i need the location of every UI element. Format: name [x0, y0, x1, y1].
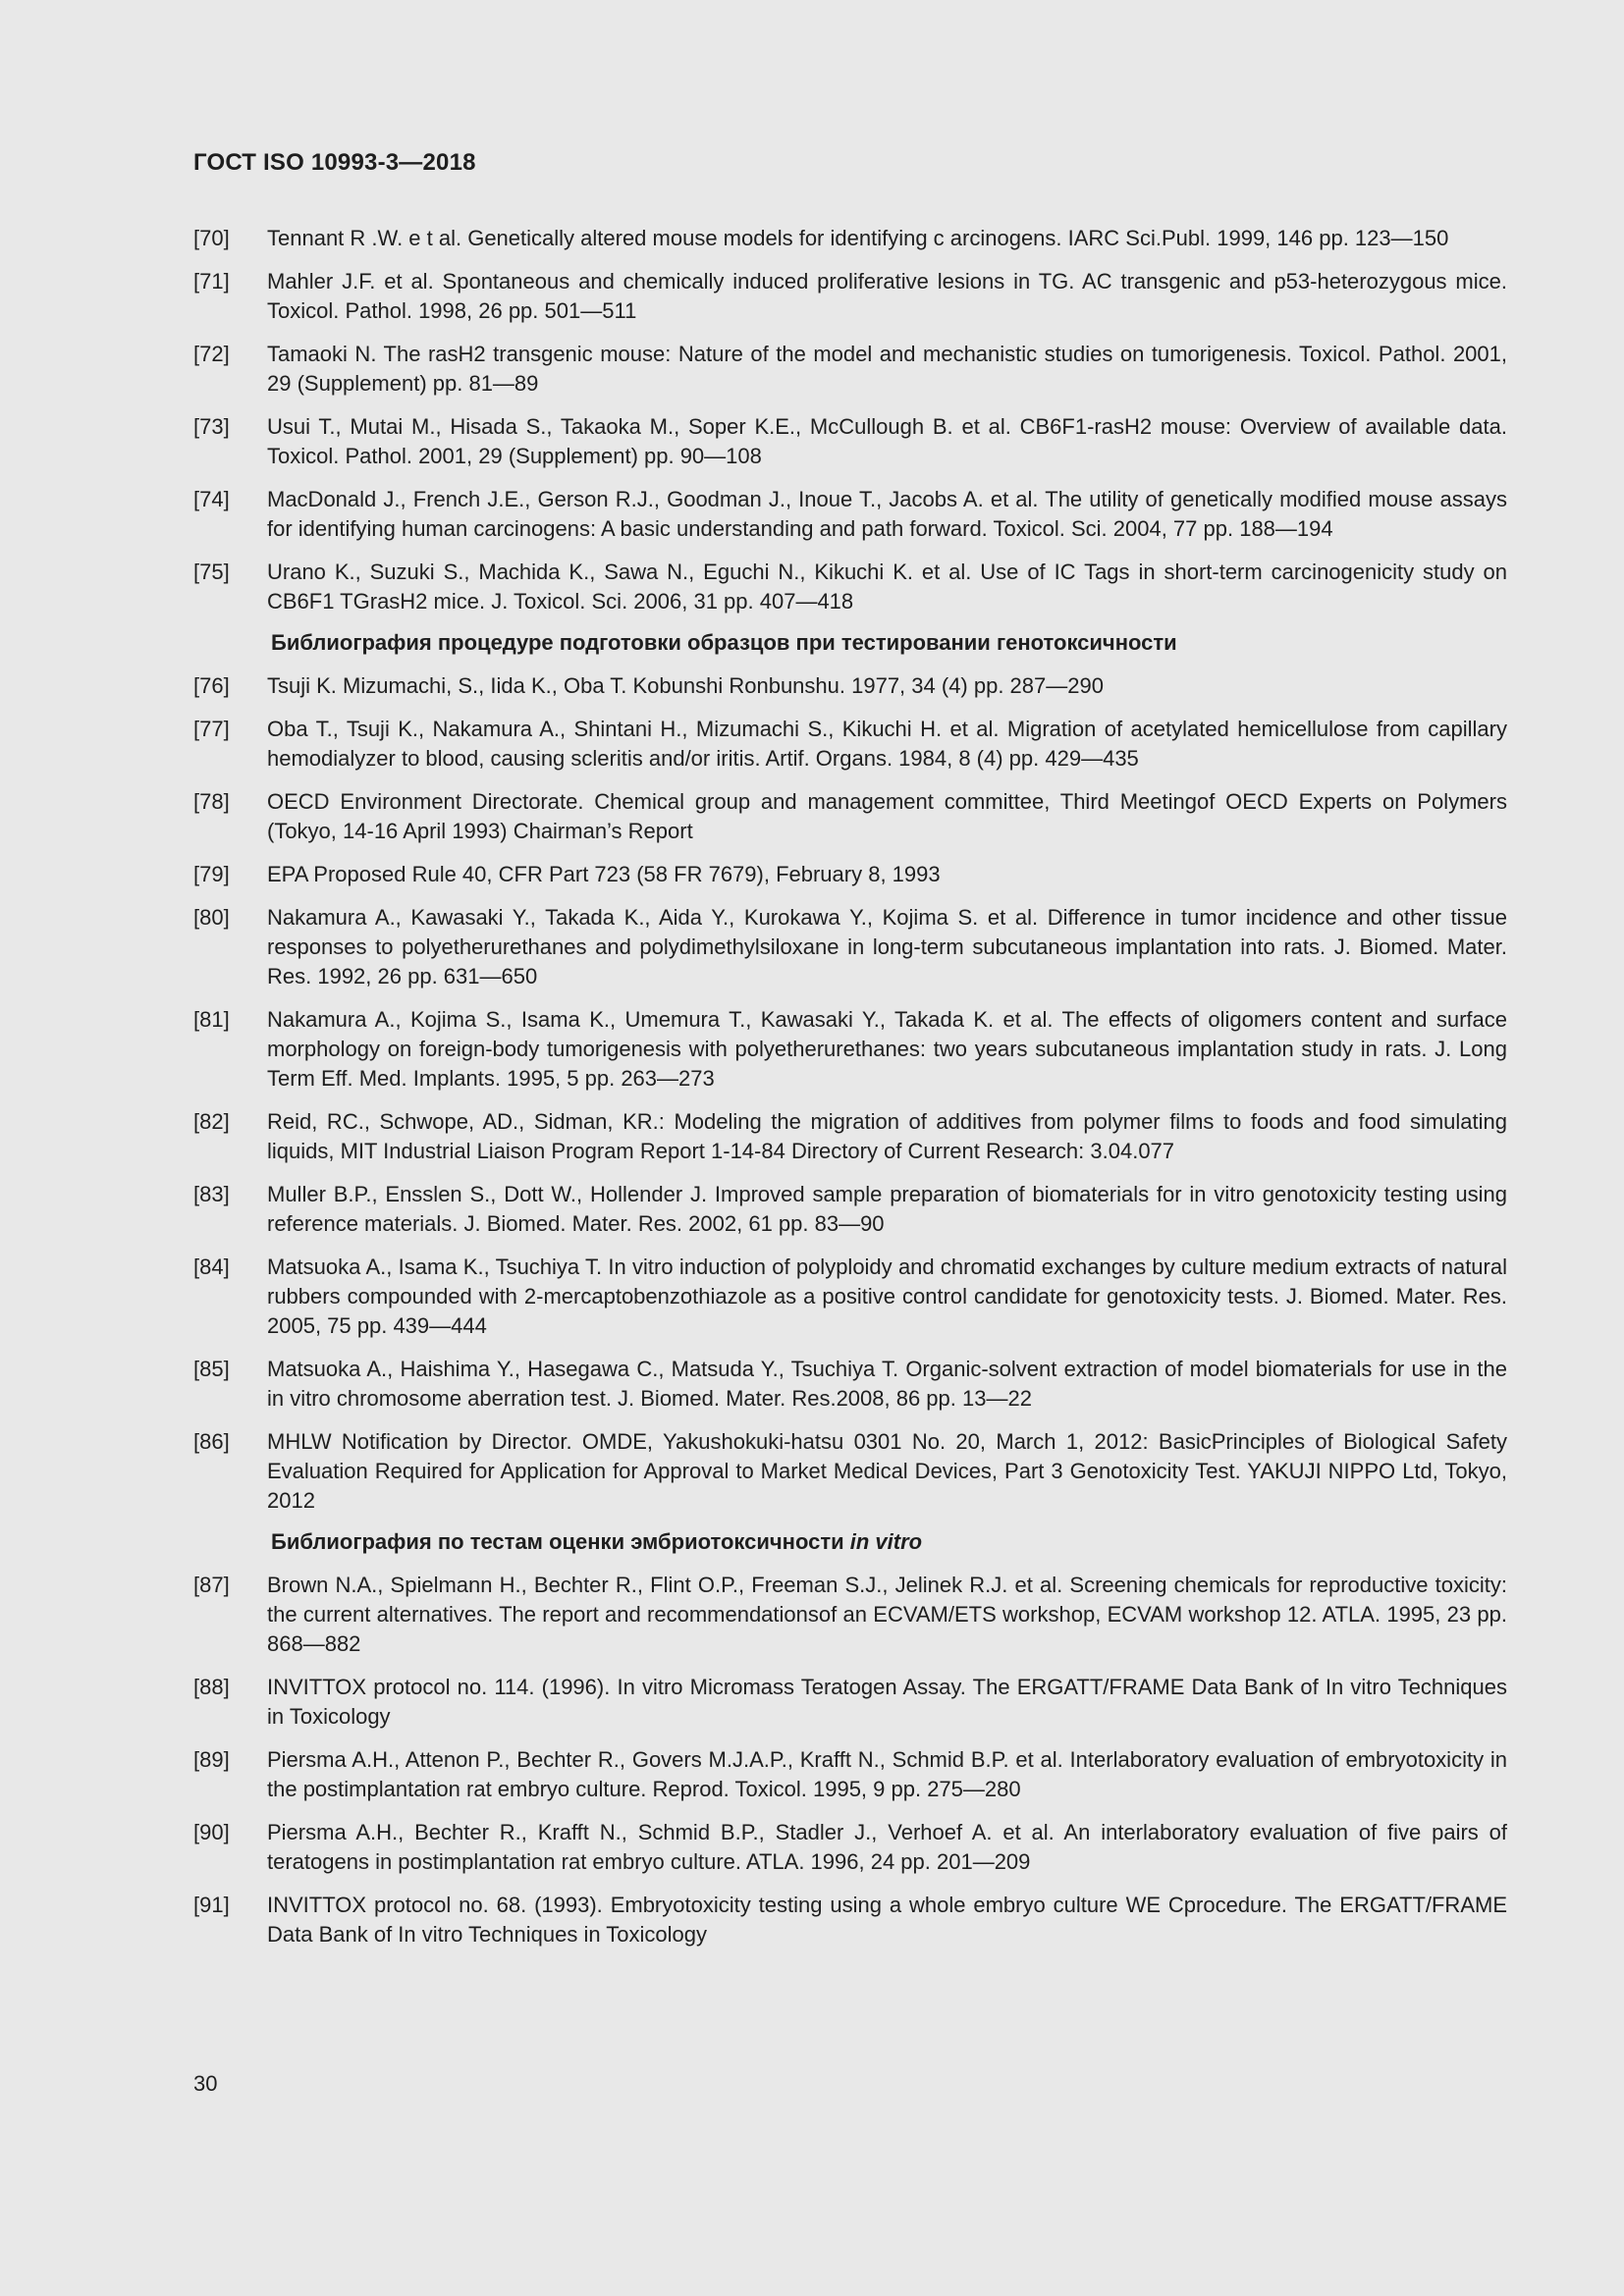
reference-number: [81]: [193, 1007, 230, 1032]
reference-item: [193, 1745, 1507, 1804]
reference-text: Mahler J.F. et al. Spontaneous and chemically induced proliferative lesions in TG. AC transgenic and p53-heterozygous mice. Toxicol. Pathol. 1998, 26 pp. 501—511: [267, 269, 1507, 323]
reference-item: [193, 340, 1507, 399]
reference-number: [88]: [193, 1675, 230, 1699]
section-heading-italic: in vitro: [849, 1529, 923, 1554]
reference-number: [78]: [193, 789, 230, 814]
reference-number: [82]: [193, 1109, 230, 1134]
reference-number: [91]: [193, 1893, 230, 1917]
reference-number: [70]: [193, 226, 230, 250]
reference-item: [193, 412, 1507, 471]
reference-group-a: [193, 224, 1507, 616]
section-heading-main: Библиография по тестам оценки эмбриотоксичности: [271, 1529, 850, 1554]
reference-number: [71]: [193, 269, 230, 294]
reference-item: [193, 1571, 1507, 1659]
reference-item: [193, 860, 1507, 889]
reference-item: [193, 671, 1507, 701]
reference-text: Nakamura A., Kawasaki Y., Takada K., Aida Y., Kurokawa Y., Kojima S. et al. Difference in tumor incidence and other tissue responses to polyetherurethanes and polydimethylsiloxane in long-term subcutaneous implantation into rats. J. Biomed. Mater. Res. 1992, 26 pp. 631—650: [267, 905, 1507, 988]
reference-group-c: [193, 1571, 1507, 1949]
reference-item: [193, 1180, 1507, 1239]
reference-item: [193, 1005, 1507, 1094]
reference-text: INVITTOX protocol no. 114. (1996). In vitro Micromass Teratogen Assay. The ERGATT/FRAME Data Bank of In vitro Techniques in Toxicology: [267, 1675, 1507, 1729]
reference-text: Piersma A.H., Bechter R., Krafft N., Schmid B.P., Stadler J., Verhoef A. et al. An interlaboratory evaluation of five pairs of teratogens in postimplantation rat embryo culture. ATLA. 1996, 24 pp. 201—209: [267, 1820, 1507, 1874]
reference-item: [193, 1355, 1507, 1414]
reference-text: Oba T., Tsuji K., Nakamura A., Shintani H., Mizumachi S., Kikuchi H. et al. Migration of acetylated hemicellulose from capillary hemodialyzer to blood, causing scleritis and/or iritis. Artif. Organs. 1984, 8 (4) pp. 429—435: [267, 717, 1507, 771]
reference-number: [80]: [193, 905, 230, 930]
reference-number: [87]: [193, 1573, 230, 1597]
reference-number: [72]: [193, 342, 230, 366]
reference-text: Nakamura A., Kojima S., Isama K., Umemura T., Kawasaki Y., Takada K. et al. The effects of oligomers content and surface morphology on foreign-body tumorigenesis with polyetherurethanes: two years subcutaneous implantation study in rats. J. Long Term Eff. Med. Implants. 1995, 5 pp. 263—273: [267, 1007, 1507, 1091]
reference-number: [83]: [193, 1182, 230, 1206]
reference-item: [193, 1107, 1507, 1166]
reference-text: EPA Proposed Rule 40, CFR Part 723 (58 FR 7679), February 8, 1993: [267, 862, 941, 886]
reference-text: Matsuoka A., Isama K., Tsuchiya T. In vitro induction of polyploidy and chromatid exchanges by culture medium extracts of natural rubbers compounded with 2-mercaptobenzothiazole as a positive control candidate for genotoxicity tests. J. Biomed. Mater. Res. 2005, 75 pp. 439—444: [267, 1255, 1507, 1338]
reference-item: [193, 1673, 1507, 1732]
reference-item: [193, 1891, 1507, 1949]
reference-number: [84]: [193, 1255, 230, 1279]
reference-text: Urano K., Suzuki S., Machida K., Sawa N., Eguchi N., Kikuchi K. et al. Use of IC Tags in short-term carcinogenicity study on CB6F1 TGrasH2 mice. J. Toxicol. Sci. 2006, 31 pp. 407—418: [267, 560, 1507, 614]
section-heading-genotoxicity: Библиография процедуре подготовки образцов при тестировании генотоксичности: [271, 630, 1177, 655]
reference-group-b: [193, 671, 1507, 1516]
bibliography: [193, 224, 1507, 1963]
reference-item: [193, 267, 1507, 326]
reference-item: [193, 787, 1507, 846]
reference-text: Brown N.A., Spielmann H., Bechter R., Flint O.P., Freeman S.J., Jelinek R.J. et al. Screening chemicals for reproductive toxicity: the current alternatives. The report and recommendationsof an ECVAM/ETS workshop, ECVAM workshop 12. ATLA. 1995, 23 pp. 868—882: [267, 1573, 1507, 1656]
page-header: ГОСТ ISO 10993-3—2018: [193, 149, 476, 176]
reference-number: [89]: [193, 1747, 230, 1772]
reference-text: Matsuoka A., Haishima Y., Hasegawa C., Matsuda Y., Tsuchiya T. Organic-solvent extraction of model biomaterials for use in the in vitro chromosome aberration test. J. Biomed. Mater. Res.2008, 86 pp. 13—22: [267, 1357, 1507, 1411]
reference-text: INVITTOX protocol no. 68. (1993). Embryotoxicity testing using a whole embryo culture WE Cprocedure. The ERGATT/FRAME Data Bank of In vitro Techniques in Toxicology: [267, 1893, 1507, 1947]
reference-text: Tennant R .W. e t al. Genetically altered mouse models for identifying c arcinogens. IARC Sci.Publ. 1999, 146 pp. 123—150: [267, 226, 1449, 250]
page-number: 30: [193, 2071, 218, 2096]
reference-number: [86]: [193, 1429, 230, 1454]
reference-number: [79]: [193, 862, 230, 886]
reference-text: Tsuji K. Mizumachi, S., Iida K., Oba T. Kobunshi Ronbunshu. 1977, 34 (4) pp. 287—290: [267, 673, 1104, 698]
reference-number: [77]: [193, 717, 230, 741]
reference-text: OECD Environment Directorate. Chemical group and management committee, Third Meetingof OECD Experts on Polymers (Tokyo, 14-16 April 1993) Chairman’s Report: [267, 789, 1507, 843]
reference-text: Piersma A.H., Attenon P., Bechter R., Govers M.J.A.P., Krafft N., Schmid B.P. et al. Interlaboratory evaluation of embryotoxicity in the postimplantation rat embryo culture. Reprod. Toxicol. 1995, 9 pp. 275—280: [267, 1747, 1507, 1801]
reference-text: Reid, RC., Schwope, AD., Sidman, KR.: Modeling the migration of additives from polymer films to foods and food simulating liquids, MIT Industrial Liaison Program Report 1-14-84 Directory of Current Research: 3.04.077: [267, 1109, 1507, 1163]
reference-item: [193, 558, 1507, 616]
reference-number: [74]: [193, 487, 230, 511]
reference-item: [193, 1818, 1507, 1877]
reference-item: [193, 715, 1507, 774]
reference-text: MHLW Notification by Director. OMDE, Yakushokuki-hatsu 0301 No. 20, March 1, 2012: BasicPrinciples of Biological Safety Evaluation Required for Application for Approval to Market Medical Devices, Part 3 Genotoxicity Test. YAKUJI NIPPO Ltd, Tokyo, 2012: [267, 1429, 1507, 1513]
reference-text: Muller B.P., Ensslen S., Dott W., Hollender J. Improved sample preparation of biomaterials for in vitro genotoxicity testing using reference materials. J. Biomed. Mater. Res. 2002, 61 pp. 83—90: [267, 1182, 1507, 1236]
reference-item: [193, 1427, 1507, 1516]
reference-number: [76]: [193, 673, 230, 698]
reference-number: [75]: [193, 560, 230, 584]
reference-item: [193, 1253, 1507, 1341]
reference-text: Usui T., Mutai M., Hisada S., Takaoka M., Soper K.E., McCullough B. et al. CB6F1-rasH2 mouse: Overview of available data. Toxicol. Pathol. 2001, 29 (Supplement) pp. 90—108: [267, 414, 1507, 468]
reference-item: [193, 485, 1507, 544]
reference-number: [90]: [193, 1820, 230, 1844]
section-heading-embryotoxicity: [271, 1527, 1507, 1557]
reference-text: MacDonald J., French J.E., Gerson R.J., Goodman J., Inoue T., Jacobs A. et al. The utility of genetically modified mouse assays for identifying human carcinogens: A basic understanding and path forward. Toxicol. Sci. 2004, 77 pp. 188—194: [267, 487, 1507, 541]
reference-number: [73]: [193, 414, 230, 439]
reference-text: Tamaoki N. The rasH2 transgenic mouse: Nature of the model and mechanistic studies on tumorigenesis. Toxicol. Pathol. 2001, 29 (Supplement) pp. 81—89: [267, 342, 1507, 396]
reference-item: [193, 224, 1507, 253]
reference-number: [85]: [193, 1357, 230, 1381]
reference-item: [193, 903, 1507, 991]
